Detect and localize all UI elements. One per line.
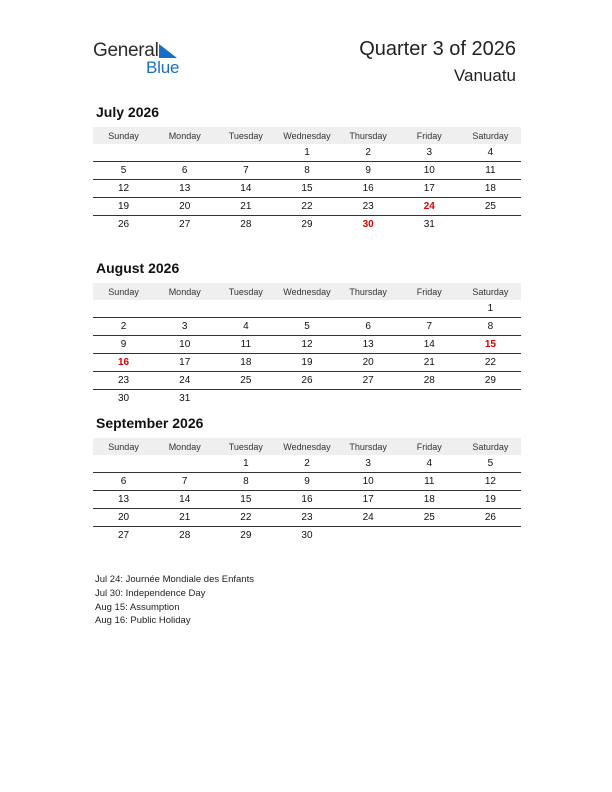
- week-row: [93, 455, 521, 473]
- day-cell: [338, 527, 399, 545]
- calendar-table: [93, 127, 521, 233]
- weekday-header: Monday: [154, 127, 215, 144]
- day-cell: 19: [276, 354, 337, 372]
- day-cell: 16: [338, 180, 399, 198]
- day-cell: 13: [338, 336, 399, 354]
- day-cell: 23: [276, 509, 337, 527]
- day-cell: 7: [215, 162, 276, 180]
- month-july: [93, 103, 521, 233]
- day-cell: [154, 455, 215, 473]
- day-cell: 18: [215, 354, 276, 372]
- day-cell: 5: [460, 455, 521, 473]
- day-cell: 24: [338, 509, 399, 527]
- day-cell: 4: [215, 318, 276, 336]
- holiday-note: Jul 30: Independence Day: [95, 587, 206, 599]
- day-cell: 11: [215, 336, 276, 354]
- week-row: [93, 198, 521, 216]
- weekday-header: Sunday: [93, 283, 154, 300]
- day-cell: 30: [301, 530, 313, 541]
- day-cell: 22: [215, 509, 276, 527]
- day-cell: 14: [215, 180, 276, 198]
- week-row: [93, 216, 521, 234]
- day-cell: 23: [93, 372, 154, 390]
- day-cell: [276, 390, 337, 408]
- page-title: Quarter 3 of 2026: [359, 38, 516, 60]
- weekday-header: Tuesday: [215, 283, 276, 300]
- day-cell: 3: [338, 455, 399, 473]
- week-row: [93, 336, 521, 354]
- week-row: [93, 354, 521, 372]
- month-september: [93, 414, 521, 544]
- weekday-header: Thursday: [338, 127, 399, 144]
- week-row: [93, 144, 521, 162]
- day-cell: 16: [276, 491, 337, 509]
- day-cell: [276, 300, 337, 318]
- day-cell: 17: [338, 491, 399, 509]
- weekday-header: Friday: [399, 283, 460, 300]
- day-cell: 2: [338, 144, 399, 162]
- day-cell: 28: [399, 372, 460, 390]
- month-title: September 2026: [96, 415, 204, 431]
- day-cell: 23: [338, 198, 399, 216]
- day-cell: 11: [399, 473, 460, 491]
- weekday-header: Saturday: [460, 127, 521, 144]
- day-cell: [154, 144, 215, 162]
- month-title: August 2026: [96, 260, 180, 276]
- day-cell: [93, 300, 154, 318]
- day-cell: 15: [276, 180, 337, 198]
- day-cell: 9: [338, 162, 399, 180]
- weekday-header: Saturday: [460, 438, 521, 455]
- day-cell: 25: [399, 509, 460, 527]
- day-cell: 3: [154, 318, 215, 336]
- day-cell: 1: [276, 144, 337, 162]
- day-cell: 27: [118, 530, 130, 541]
- day-cell: 9: [276, 473, 337, 491]
- day-cell: 12: [460, 473, 521, 491]
- weekday-header: Saturday: [460, 283, 521, 300]
- day-cell: 20: [93, 509, 154, 527]
- month-title: July 2026: [96, 104, 160, 120]
- holiday-note: Jul 24: Journée Mondiale des Enfants: [95, 574, 254, 585]
- weekday-header: Wednesday: [276, 438, 337, 455]
- country-name: Vanuatu: [453, 66, 516, 85]
- weekday-header: Monday: [154, 438, 215, 455]
- day-cell: 10: [399, 162, 460, 180]
- day-cell: [399, 390, 460, 408]
- week-row: [93, 473, 521, 491]
- day-cell: [460, 216, 521, 234]
- day-cell: 27: [338, 372, 399, 390]
- week-row: [93, 509, 521, 527]
- day-cell: 28: [179, 530, 191, 541]
- weekday-header: Friday: [399, 438, 460, 455]
- calendar-table: [93, 283, 521, 407]
- day-cell: [460, 527, 521, 545]
- day-cell: 14: [154, 491, 215, 509]
- logo: [93, 40, 193, 80]
- day-cell: [215, 390, 276, 408]
- day-cell: 14: [399, 336, 460, 354]
- logo-blue-text: Blue: [146, 58, 180, 77]
- weekday-header: Sunday: [93, 127, 154, 144]
- day-cell: [93, 455, 154, 473]
- day-cell: 12: [276, 336, 337, 354]
- day-cell: 2: [276, 455, 337, 473]
- day-cell: 11: [460, 162, 521, 180]
- day-cell: 26: [276, 372, 337, 390]
- day-cell: 13: [154, 180, 215, 198]
- week-row: [93, 300, 521, 318]
- day-cell: 21: [399, 354, 460, 372]
- day-cell: 5: [276, 318, 337, 336]
- day-cell: 5: [93, 162, 154, 180]
- week-row: [93, 491, 521, 509]
- day-cell: 7: [154, 473, 215, 491]
- day-cell: 25: [460, 198, 521, 216]
- day-cell: 18: [399, 491, 460, 509]
- day-cell: 4: [460, 144, 521, 162]
- day-cell: 3: [399, 144, 460, 162]
- month-august: [93, 259, 521, 407]
- week-row: [93, 180, 521, 198]
- day-cell: 15: [460, 336, 521, 354]
- day-cell: 19: [93, 198, 154, 216]
- day-cell: 17: [154, 354, 215, 372]
- day-cell: 1: [215, 455, 276, 473]
- day-cell: 17: [399, 180, 460, 198]
- day-cell: 19: [460, 491, 521, 509]
- day-cell: 8: [460, 318, 521, 336]
- day-cell: 22: [276, 198, 337, 216]
- day-cell: [399, 300, 460, 318]
- calendar-table: [93, 438, 521, 544]
- day-cell: [399, 527, 460, 545]
- day-cell: 29: [240, 530, 252, 541]
- day-cell: 24: [399, 198, 460, 216]
- day-cell: 10: [154, 336, 215, 354]
- day-cell: [215, 300, 276, 318]
- day-cell: 20: [338, 354, 399, 372]
- weekday-header: Wednesday: [276, 127, 337, 144]
- day-cell: [215, 144, 276, 162]
- holiday-note: Aug 16: Public Holiday: [95, 615, 191, 627]
- weekday-header: Tuesday: [215, 438, 276, 455]
- day-cell: 12: [93, 180, 154, 198]
- day-cell: 8: [276, 162, 337, 180]
- day-cell: 2: [93, 318, 154, 336]
- logo-flag-icon: [159, 44, 177, 58]
- week-row: [93, 372, 521, 390]
- day-cell: [154, 300, 215, 318]
- day-cell: 28: [240, 219, 252, 230]
- day-cell: 21: [215, 198, 276, 216]
- day-cell: 29: [301, 219, 313, 230]
- holiday-notes: [95, 573, 254, 628]
- day-cell: 6: [93, 473, 154, 491]
- day-cell: [338, 300, 399, 318]
- day-cell: 24: [154, 372, 215, 390]
- day-cell: 6: [338, 318, 399, 336]
- day-cell: 25: [215, 372, 276, 390]
- day-cell: 22: [460, 354, 521, 372]
- week-row: [93, 527, 521, 545]
- weekday-header: Tuesday: [215, 127, 276, 144]
- weekday-header: Thursday: [338, 438, 399, 455]
- day-cell: 8: [215, 473, 276, 491]
- day-cell: [460, 390, 521, 408]
- day-cell: 7: [399, 318, 460, 336]
- day-cell: 26: [118, 219, 130, 230]
- day-cell: 29: [460, 372, 521, 390]
- day-cell: 20: [154, 198, 215, 216]
- logo-general-text: General: [93, 40, 159, 61]
- weekday-header: Thursday: [338, 283, 399, 300]
- week-row: [93, 162, 521, 180]
- day-cell: 31: [423, 219, 435, 230]
- weekday-header: Wednesday: [276, 283, 337, 300]
- day-cell: 18: [460, 180, 521, 198]
- day-cell: 9: [93, 336, 154, 354]
- day-cell: 10: [338, 473, 399, 491]
- week-row: [93, 318, 521, 336]
- day-cell: 15: [215, 491, 276, 509]
- day-cell: [93, 144, 154, 162]
- week-row: [93, 390, 521, 408]
- day-cell: 30: [362, 219, 374, 230]
- weekday-header: Friday: [399, 127, 460, 144]
- weekday-header: Sunday: [93, 438, 154, 455]
- day-cell: 16: [93, 354, 154, 372]
- holiday-note: Aug 15: Assumption: [95, 601, 180, 613]
- weekday-header: Monday: [154, 283, 215, 300]
- day-cell: 27: [179, 219, 191, 230]
- day-cell: [338, 390, 399, 408]
- day-cell: 31: [179, 393, 191, 404]
- day-cell: 21: [154, 509, 215, 527]
- day-cell: 6: [154, 162, 215, 180]
- day-cell: 13: [93, 491, 154, 509]
- day-cell: 26: [460, 509, 521, 527]
- day-cell: 30: [118, 393, 130, 404]
- day-cell: 4: [399, 455, 460, 473]
- day-cell: 1: [460, 300, 521, 318]
